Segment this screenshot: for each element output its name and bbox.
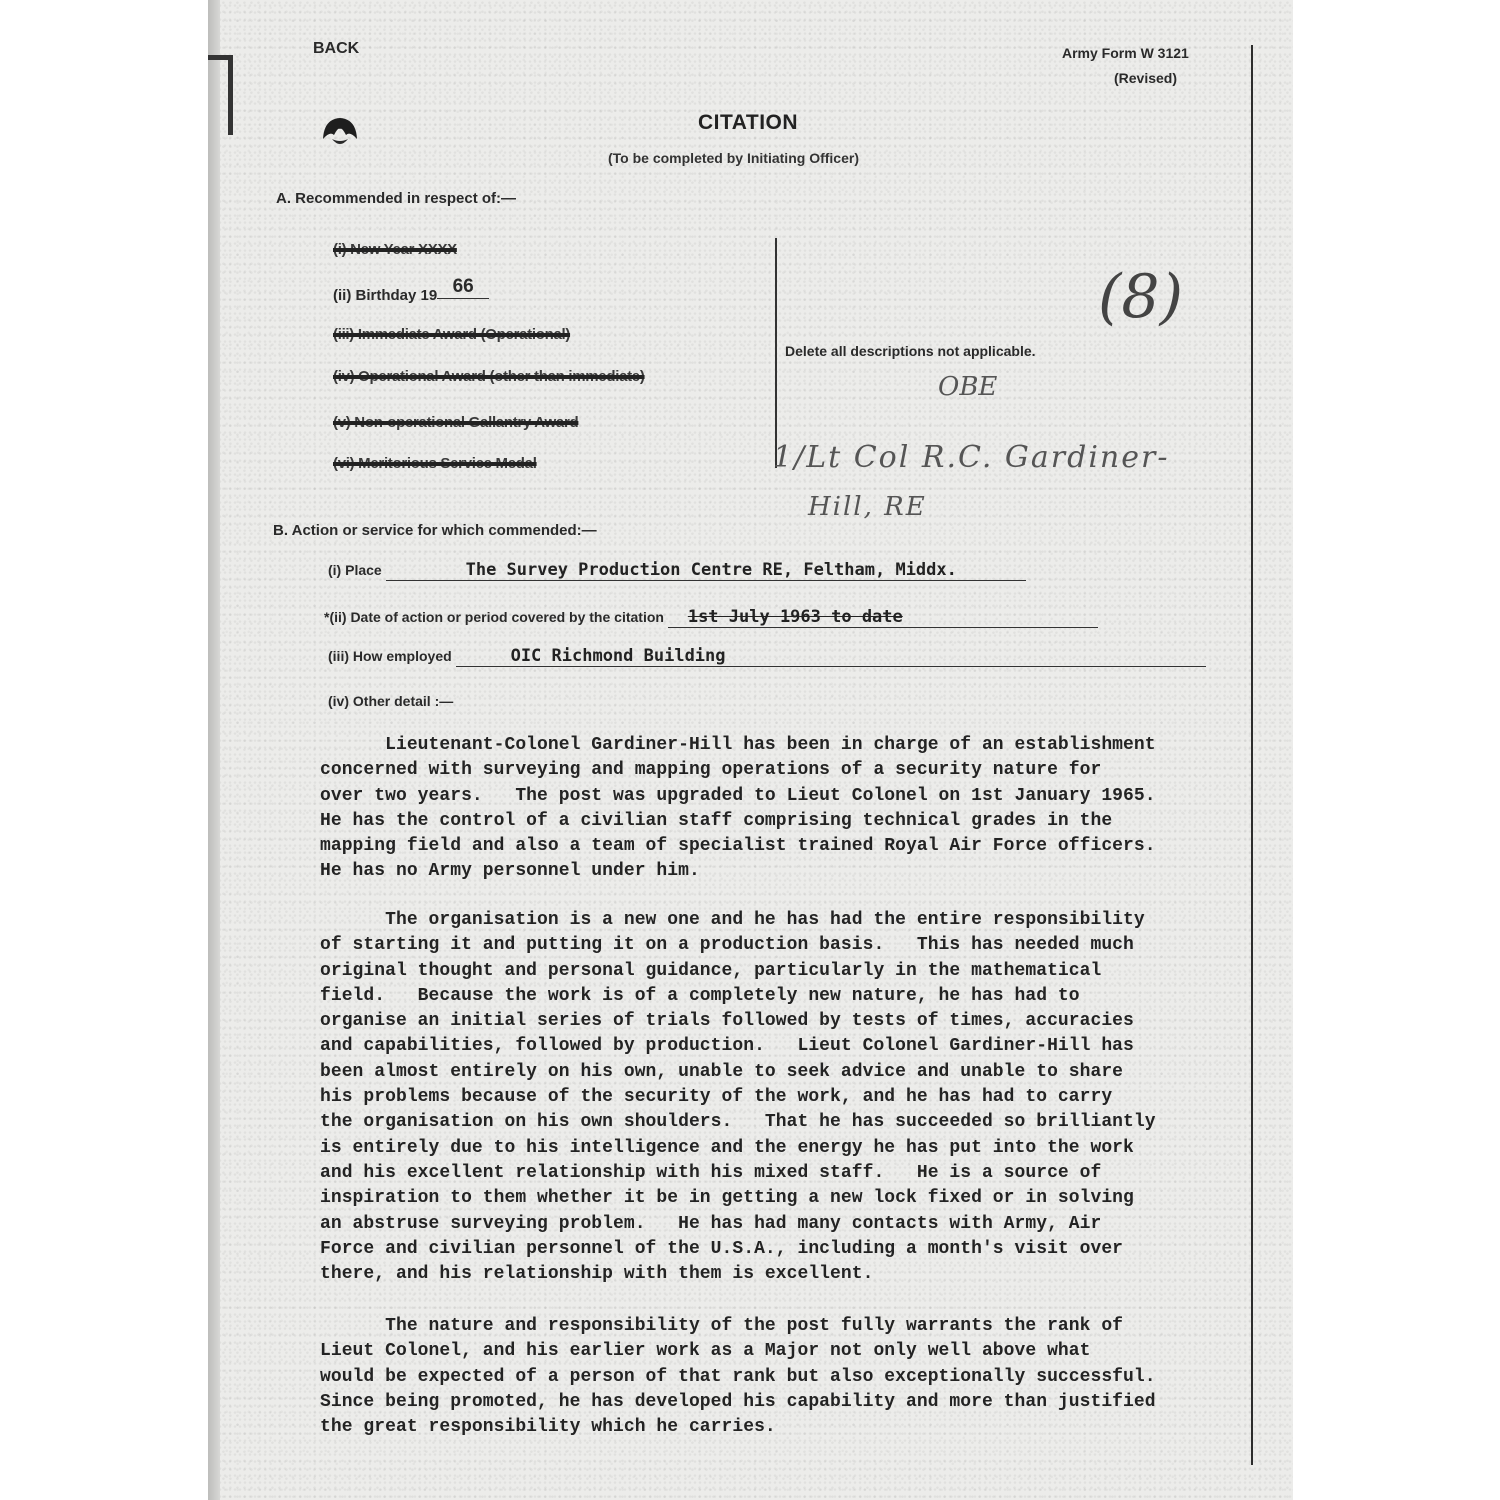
page-edge-shadow — [208, 0, 220, 1500]
section-a-heading: A. Recommended in respect of:— — [276, 190, 517, 207]
award-option-struck: (iv) Operational Award (other than immediate) — [333, 368, 645, 385]
employed-label: (iii) How employed — [328, 648, 452, 664]
birthday-year: 66 — [437, 276, 489, 299]
place-row — [328, 560, 1026, 581]
right-margin-rule — [1251, 45, 1253, 1465]
employed-row — [328, 646, 1206, 667]
handwritten-name-line2: Hill, RE — [808, 492, 927, 522]
employed-value: OIC Richmond Building — [510, 646, 726, 666]
other-detail-label: (iv) Other detail :— — [328, 693, 454, 709]
award-option-birthday — [333, 276, 489, 307]
award-option-struck: (i) New Year XXXX — [333, 241, 457, 258]
birthday-label: (ii) Birthday 19 — [333, 287, 438, 304]
back-label: BACK — [313, 40, 360, 57]
bracket-divider — [761, 238, 777, 468]
award-option-struck: (iii) Immediate Award (Operational) — [333, 326, 571, 343]
handwritten-award: OBE — [938, 372, 998, 402]
date-value: 1st July 1963 to date — [687, 607, 903, 627]
date-row — [324, 607, 1098, 628]
page-subtitle: (To be completed by Initiating Officer) — [608, 150, 859, 166]
award-option-struck: (v) Non-operational Gallantry Award — [333, 414, 579, 431]
crest-icon — [320, 115, 360, 149]
form-revised: (Revised) — [1114, 70, 1178, 86]
citation-paragraph-2: The organisation is a new one and he has had the entire responsibility of starting it and putting it on a production basis. This has needed much original thought and personal guidance, particularly in the mathematical field. Because the work is of a completely new nature, he has had to organise an initial series of trials followed by tests of times, accuracies and capabilities, followed by production. Lieut Colonel Gardiner-Hill has been almost entirely on his own, unable to seek advice and unable to share his problems because of the security of the work, and he has had to carry the organisation on his own shoulders. That he has succeeded so brilliantly is entirely due to his intelligence and the energy he has put into the work and his excellent relationship with his mixed staff. He is a source of inspiration to them whether it be in getting a new lock fixed or in solving an abstruse surveying problem. He has had many contacts with Army, Air Force and civilian personnel of the U.S.A., including a month's visit over there, and his relationship with them is excellent. — [320, 910, 1156, 1285]
page-edge-mark — [208, 55, 233, 135]
citation-form-page — [208, 0, 1293, 1500]
citation-paragraph-1: Lieutenant-Colonel Gardiner-Hill has been in charge of an establishment concerned with surveying and mapping operations of a security nature for over two years. The post was upgraded to Lieut Colonel on 1st January 1965. He has the control of a civilian staff comprising technical grades in the mapping field and also a team of specialist trained Royal Air Force officers. He has no Army personnel under him. — [320, 735, 1156, 882]
section-b-heading: B. Action or service for which commended:— — [273, 522, 597, 539]
handwritten-number: (8) — [1098, 262, 1183, 332]
handwritten-name-line1: 1/Lt Col R.C. Gardiner- — [773, 440, 1170, 475]
date-label: *(ii) Date of action or period covered by the citation — [324, 609, 664, 625]
form-number: Army Form W 3121 — [1062, 45, 1189, 61]
page-title: CITATION — [698, 111, 799, 134]
award-option-struck: (vi) Meritorious Service Medal — [333, 455, 537, 472]
place-label: (i) Place — [328, 562, 382, 578]
place-value: The Survey Production Centre RE, Feltham, Middx. — [465, 560, 957, 580]
citation-paragraph-3: The nature and responsibility of the post fully warrants the rank of Lieut Colonel, and his earlier work as a Major not only well above what would be expected of a person of that rank but also exceptionally successful. Since being promoted, he has developed his capability and more than justified the great responsibility which he carries. — [320, 1316, 1156, 1438]
delete-note: Delete all descriptions not applicable. — [785, 343, 1036, 359]
